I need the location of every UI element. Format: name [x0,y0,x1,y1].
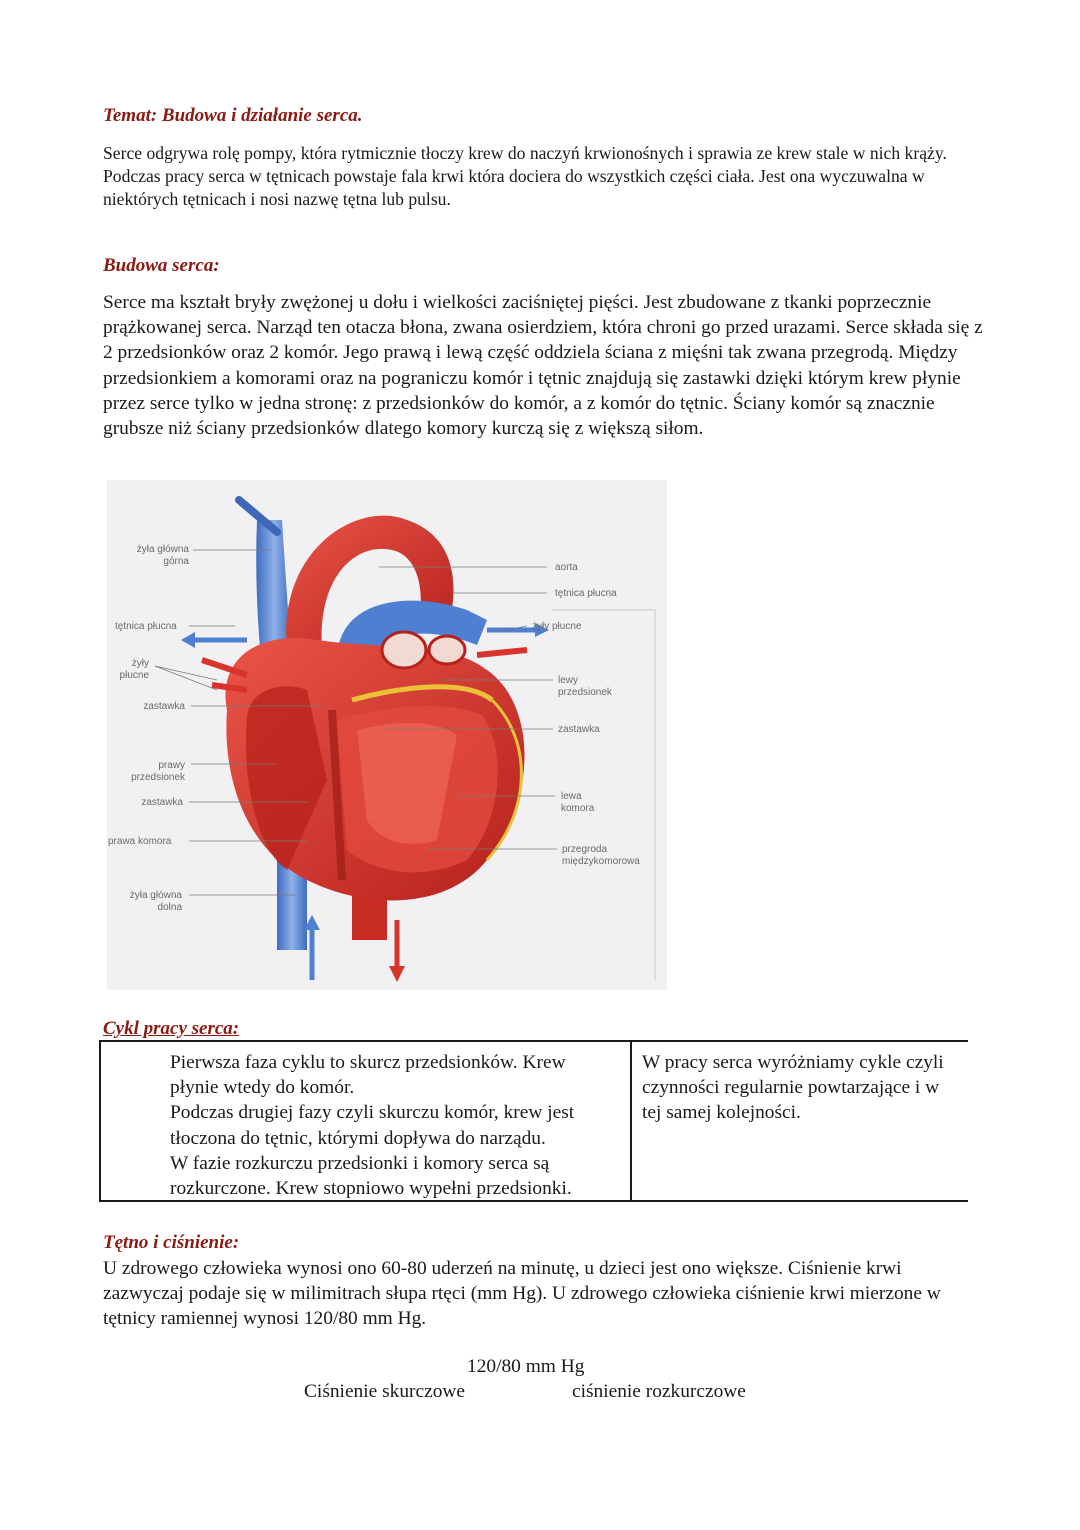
label-zyly-plucne-left-1: żyły [131,658,149,669]
label-prawa-komora: prawa komora [108,836,172,847]
label-lewa-komora-2: komora [561,803,595,814]
label-lewa-komora-1: lewa [561,791,582,802]
label-zastawka-1: zastawka [143,701,185,712]
label-zyla-glowna-gorna-2: górna [163,556,189,567]
diastolic-label: ciśnienie rozkurczowe [572,1381,746,1402]
section-heading-cykl: Cykl pracy serca: [103,1018,240,1039]
intro-paragraph: Serce odgrywa rolę pompy, która rytmicznie tłoczy krew do naczyń krwionośnych i sprawia ze krew stale w nich krąży. Podczas pracy serca w tętnicach powstaje fala krwi która dociera do wszystkich części ciała. Jest ona wyczuwalna w niektórych tętnicach i nosi nazwę tętna lub pulsu. [103,143,947,209]
label-lewy-przedsionek-2: przedsionek [558,687,612,698]
page-title: Temat: Budowa i działanie serca. [103,105,363,126]
heart-diagram [107,480,667,990]
heart-illustration [107,480,667,990]
label-zastawka-3: zastawka [558,724,600,735]
cycle-definition-cell: W pracy serca wyróżniamy cykle czyli czynności regularnie powtarzające i w tej samej kolejności. [642,1052,944,1124]
label-przegroda-2: międzykomorowa [562,856,640,867]
budowa-paragraph: Serce ma kształt bryły zwężonej u dołu i wielkości zaciśniętej pięści. Jest zbudowane z tkanki poprzecznie prążkowanej serca. Narząd ten otacza błona, zwana osierdziem, która chroni go przed urazami. Serce składa się z 2 przedsionków oraz 2 komór. Jego prawą i lewą część oddziela ściana z mięśni tak zwana przegrodą. Między przedsionkiem a komorami oraz na pograniczu komór i tętnic znajdują się zastawki dzięki którym krew płynie przez serce tylko w jedna stronę: z przedsionków do komór, a z komór do tętnic. Ściany komór są znacznie grubsze niż ściany przedsionków dlatego komory kurczą się z większą siłom. [103,292,983,440]
label-zyly-plucne-right: żyły płucne [532,621,582,632]
label-przegroda-1: przegroda [562,844,608,855]
label-aorta: aorta [555,562,578,573]
label-tetnica-plucna-right: tętnica płucna [555,588,617,599]
cycle-table [99,1040,968,1202]
pressure-value: 120/80 mm Hg [467,1356,585,1377]
label-prawy-przedsionek-2: przedsionek [131,772,185,783]
cycle-line: W fazie rozkurczu przedsionki i komory serca są [170,1152,550,1174]
cycle-line: tłoczona do tętnic, którymi dopływa do narządu. [170,1127,546,1149]
table-divider [630,1042,632,1200]
cycle-line: Podczas drugiej fazy czyli skurczu komór, krew jest [170,1102,575,1124]
label-zyla-glowna-gorna-1: żyła główna [136,544,189,555]
table-border [99,1042,101,1200]
label-tetnica-plucna-left: tętnica płucna [115,621,177,632]
cycle-line: płynie wtedy do komór. [170,1077,355,1099]
tetno-paragraph: U zdrowego człowieka wynosi ono 60-80 uderzeń na minutę, u dzieci jest ono większe. Ciśnienie krwi zazwyczaj podaje się w milimitrach słupa rtęci (mm Hg). U zdrowego człowieka ciśnienie krwi mierzone w tętnicy ramiennej wynosi 120/80 mm Hg. [103,1258,941,1330]
label-zastawka-2: zastawka [141,797,183,808]
label-prawy-przedsionek-1: prawy [158,760,185,771]
label-zyly-plucne-left-2: płucne [119,670,149,681]
systolic-label: Ciśnienie skurczowe [304,1381,466,1402]
cycle-phases-cell [170,1050,630,1201]
section-heading-budowa: Budowa serca: [103,255,220,276]
section-heading-tetno: Tętno i ciśnienie: [103,1232,240,1253]
label-lewy-przedsionek-1: lewy [558,675,579,686]
cycle-line: rozkurczone. Krew stopniowo wypełni przedsionki. [170,1178,572,1200]
cycle-line: Pierwsza faza cyklu to skurcz przedsionków. Krew [170,1052,566,1073]
label-zyla-glowna-dolna-2: dolna [157,902,182,913]
label-zyla-glowna-dolna-1: żyła główna [129,890,182,901]
